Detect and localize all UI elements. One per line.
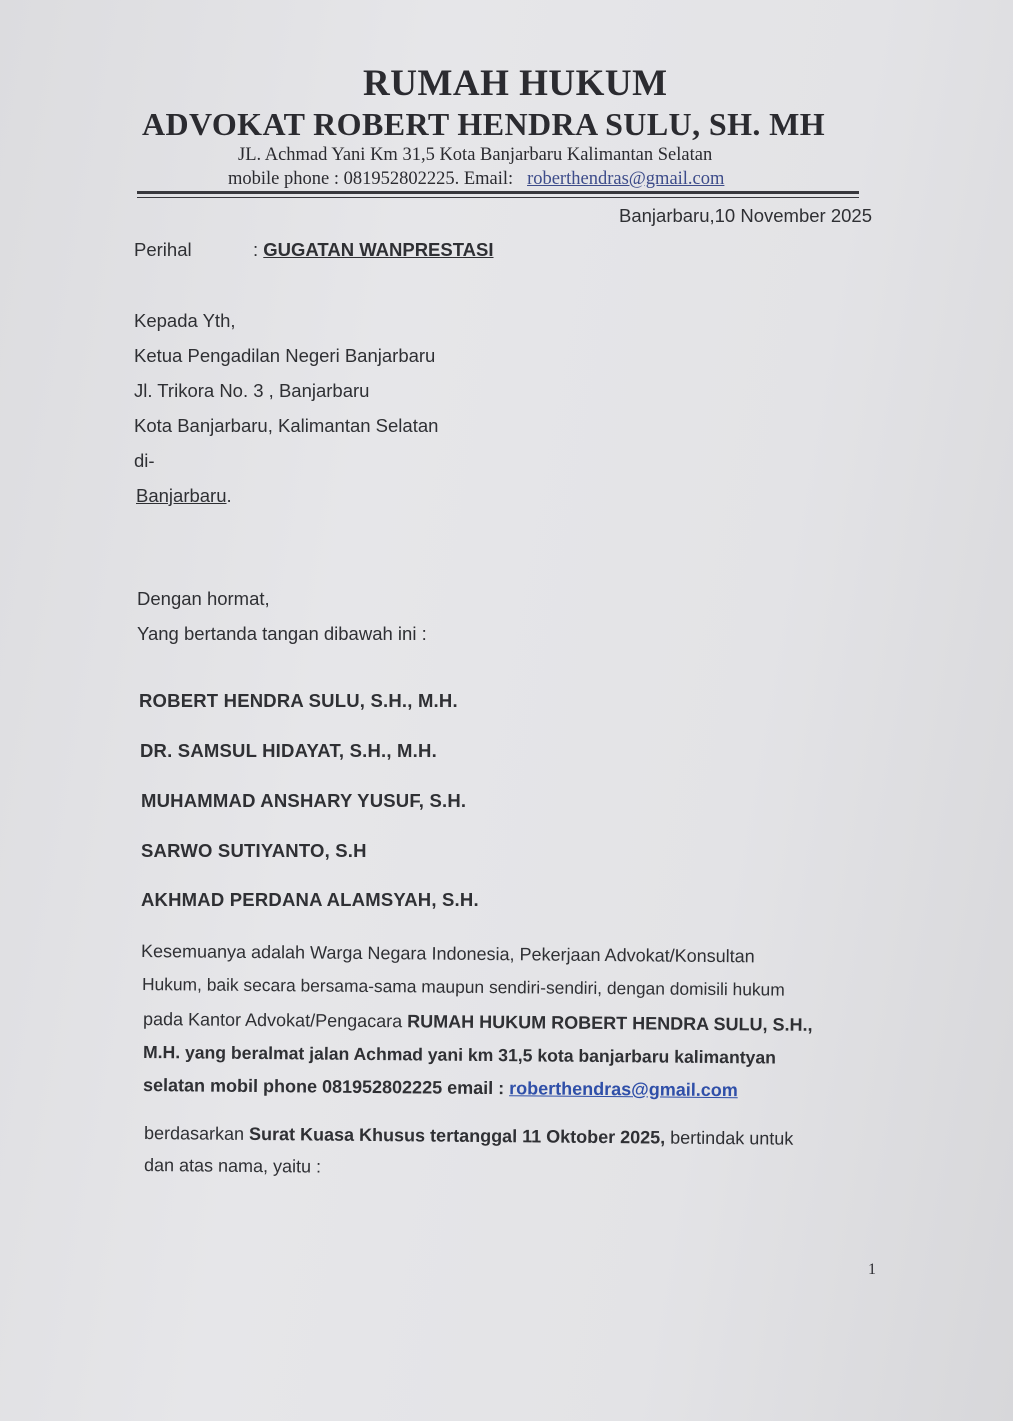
subject-value: GUGATAN WANPRESTASI [263, 239, 494, 260]
body-line [143, 1076, 738, 1099]
body-text: selatan mobil phone 081952802225 email : [142, 1075, 510, 1099]
recipient-city-suffix: . [226, 485, 232, 506]
body-text: pada Kantor Advokat/Pengacara [142, 1009, 408, 1032]
letter-date: Banjarbaru,10 November 2025 [619, 205, 872, 226]
recipient-line2: Jl. Trikora No. 3 , Banjarbaru [134, 380, 370, 401]
signatory-name: MUHAMMAD ANSHARY YUSUF, S.H. [141, 790, 467, 811]
letterhead-subtitle: ADVOKAT ROBERT HENDRA SULU, SH. MH [142, 106, 826, 142]
body-line: M.H. yang beralmat jalan Achmad yani km 31,5 kota banjarbaru kalimantyan [142, 1042, 777, 1068]
body-line: Hukum, baik secara bersama-sama maupun sendiri-sendiri, dengan domisili hukum [141, 974, 785, 1000]
letterhead-address: JL. Achmad Yani Km 31,5 Kota Banjarbaru Kalimantan Selatan [238, 145, 713, 165]
letterhead-title: RUMAH HUKUM [363, 63, 668, 104]
body-line: Kesemuanya adalah Warga Negara Indonesia, Pekerjaan Advokat/Konsultan [140, 941, 755, 967]
page-number: 1 [868, 1261, 876, 1278]
letterhead-contact [228, 169, 724, 190]
body-email-link[interactable]: roberthendras@gmail.com [509, 1078, 738, 1101]
letterhead-rule-thick [137, 191, 859, 194]
letterhead-rule-thin [137, 197, 859, 198]
salutation: Dengan hormat, [137, 588, 270, 609]
letterhead-email-link[interactable]: roberthendras@gmail.com [527, 169, 725, 189]
contact-prefix: mobile phone : 081952802225. Email: [228, 169, 514, 189]
body-line: dan atas nama, yaitu : [143, 1155, 322, 1177]
recipient-line3: Kota Banjarbaru, Kalimantan Selatan [134, 415, 439, 436]
recipient-city-line [136, 485, 232, 507]
body-text: berdasarkan [143, 1123, 250, 1144]
recipient-greeting: Kepada Yth, [134, 310, 236, 331]
subject-line [253, 239, 494, 261]
signatory-name: SARWO SUTIYANTO, S.H [141, 840, 367, 861]
signatory-name: AKHMAD PERDANA ALAMSYAH, S.H. [141, 889, 479, 910]
office-name: RUMAH HUKUM ROBERT HENDRA SULU, S.H., [407, 1011, 813, 1035]
body-text: bertindak untuk [665, 1127, 794, 1149]
subject-label: Perihal [134, 239, 192, 260]
signatory-name: ROBERT HENDRA SULU, S.H., M.H. [139, 690, 458, 711]
recipient-line4: di- [134, 450, 155, 471]
recipient-line1: Ketua Pengadilan Negeri Banjarbaru [134, 345, 436, 366]
subject-separator: : [253, 239, 259, 260]
body-line [144, 1124, 793, 1148]
body-line [143, 1010, 813, 1034]
recipient-city: Banjarbaru [136, 485, 227, 506]
signatory-name: DR. SAMSUL HIDAYAT, S.H., M.H. [140, 740, 437, 761]
intro-line: Yang bertanda tangan dibawah ini : [137, 623, 427, 644]
power-of-attorney: Surat Kuasa Khusus tertanggal 11 Oktober 2025, [248, 1123, 666, 1148]
